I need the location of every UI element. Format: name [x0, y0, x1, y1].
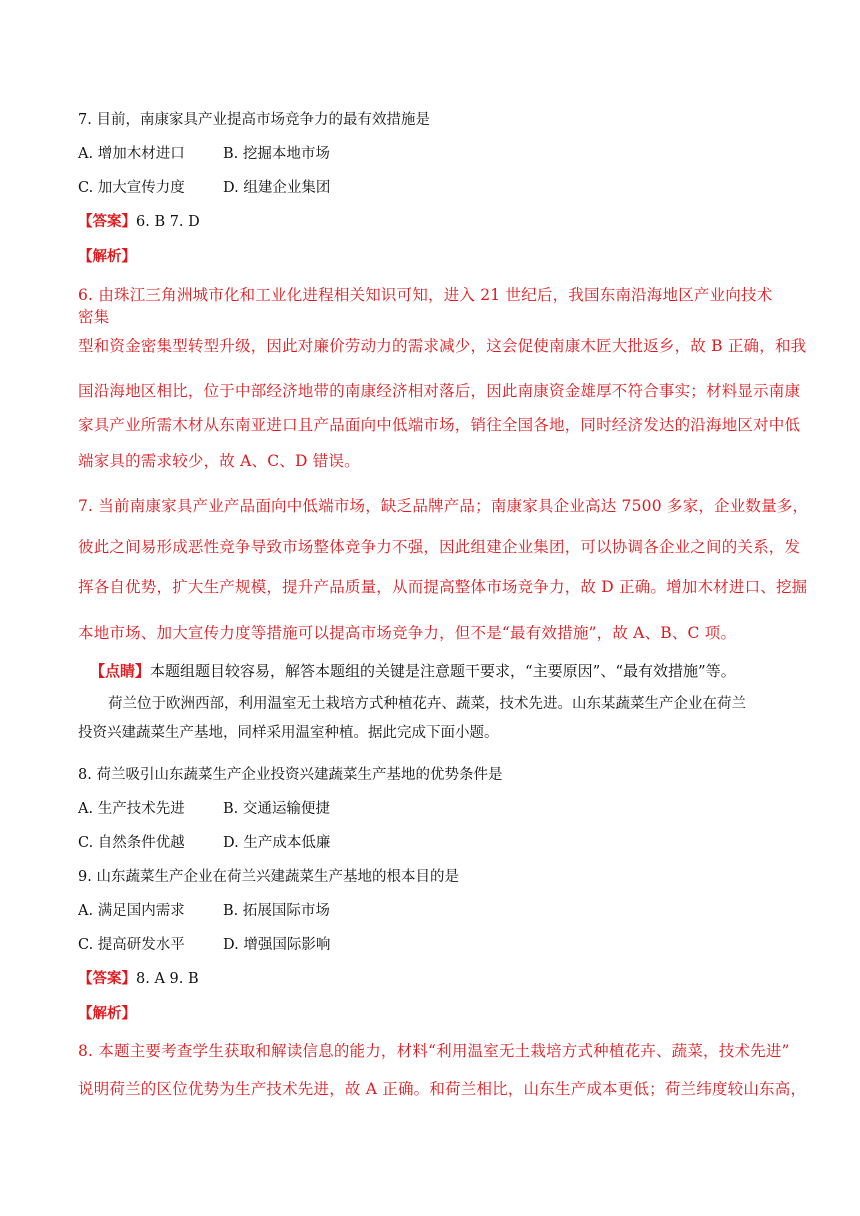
answer-block-2 [78, 969, 199, 989]
question-8-option-a: A. 生产技术先进 [78, 801, 185, 817]
question-7-options-row-2 [78, 178, 330, 198]
tip-block [90, 661, 736, 681]
question-7-option-a: A. 增加木材进口 [78, 146, 185, 162]
question-9-option-b: B. 拓展国际市场 [223, 903, 330, 919]
explanation-6-line: 型和资金密集型转型升级，因此对廉价劳动力的需求减少，这会促使南康木匠大批返乡，故 B 正确，和我 [78, 337, 807, 355]
question-8-options-row-2 [78, 833, 330, 853]
explanation-7-line: 本地市场、加大宣传力度等措施可以提高市场竞争力，但不是“最有效措施”，故 A、B、C 项。 [78, 624, 737, 642]
material-passage-line: 投资兴建蔬菜生产基地，同样采用温室种植。据此完成下面小题。 [78, 725, 499, 741]
explanation-6-line: 国沿海地区相比，位于中部经济地带的南康经济相对落后，因此南康资金雄厚不符合事实；材料显示南康 [78, 382, 801, 400]
explanation-8-line: 8. 本题主要考查学生获取和解读信息的能力，材料“利用温室无土栽培方式种植花卉、蔬菜，技术先进” [78, 1042, 790, 1060]
explanation-7-line: 彼此之间易形成恶性竞争导致市场整体竞争力不强，因此组建企业集团，可以协调各企业之间的关系，发 [78, 538, 801, 556]
answer-label: 【答案】 [78, 213, 136, 230]
material-passage [78, 690, 783, 748]
question-9-option-a: A. 满足国内需求 [78, 903, 185, 919]
question-7-stem: 7. 目前，南康家具产业提高市场竞争力的最有效措施是 [78, 112, 430, 128]
question-9-option-d: D. 增强国际影响 [223, 937, 331, 953]
question-7-option-c: C. 加大宣传力度 [78, 180, 185, 196]
question-8-options-row-1 [78, 799, 330, 819]
question-8-option-c: C. 自然条件优越 [78, 835, 185, 851]
explanation-6-line: 端家具的需求较少，故 A、C、D 错误。 [78, 452, 360, 470]
question-8-stem: 8. 荷兰吸引山东蔬菜生产企业投资兴建蔬菜生产基地的优势条件是 [78, 767, 503, 783]
answer-text: 8. A 9. B [136, 971, 199, 987]
question-7-options-row-1 [78, 144, 330, 164]
tip-label: 【点睛】 [90, 662, 151, 680]
explanation-8-line: 说明荷兰的区位优势为生产技术先进，故 A 正确。和荷兰相比，山东生产成本更低；荷兰纬度较山东高， [78, 1080, 807, 1098]
question-8-option-d: D. 生产成本低廉 [223, 835, 331, 851]
question-9-options-row-2 [78, 935, 330, 955]
question-7-option-d: D. 组建企业集团 [223, 180, 331, 196]
explanation-6-line: 6. 由珠江三角洲城市化和工业化进程相关知识可知，进入 21 世纪后，我国东南沿海地区产业向技术密集 [78, 286, 773, 326]
question-8-option-b: B. 交通运输便捷 [223, 801, 330, 817]
analysis-label: 【解析】 [78, 248, 136, 265]
question-9-option-c: C. 提高研发水平 [78, 937, 185, 953]
question-9-options-row-1 [78, 901, 330, 921]
tip-text: 本题组题目较容易，解答本题组的关键是注意题干要求，“主要原因”、“最有效措施”等。 [150, 662, 736, 680]
answer-label: 【答案】 [78, 970, 136, 987]
explanation-6-line: 家具产业所需木材从东南亚进口且产品面向中低端市场，销往全国各地，同时经济发达的沿海地区对中低 [78, 416, 801, 434]
question-7-option-b: B. 挖掘本地市场 [223, 146, 330, 162]
material-passage-line: 荷兰位于欧洲西部，利用温室无土栽培方式种植花卉、蔬菜，技术先进。山东某蔬菜生产企业在荷兰 [108, 696, 746, 712]
answer-text: 6. B 7. D [136, 214, 200, 230]
explanation-7-line: 挥各自优势，扩大生产规模，提升产品质量，从而提高整体市场竞争力，故 D 正确。增加木材进口、挖掘 [78, 578, 808, 596]
answer-block-1 [78, 212, 200, 232]
analysis-label: 【解析】 [78, 1005, 136, 1022]
explanation-7-line: 7. 当前南康家具产业产品面向中低端市场，缺乏品牌产品；南康家具企业高达 7500 多家，企业数量多， [78, 497, 809, 515]
question-9-stem: 9. 山东蔬菜生产企业在荷兰兴建蔬菜生产基地的根本目的是 [78, 869, 459, 885]
